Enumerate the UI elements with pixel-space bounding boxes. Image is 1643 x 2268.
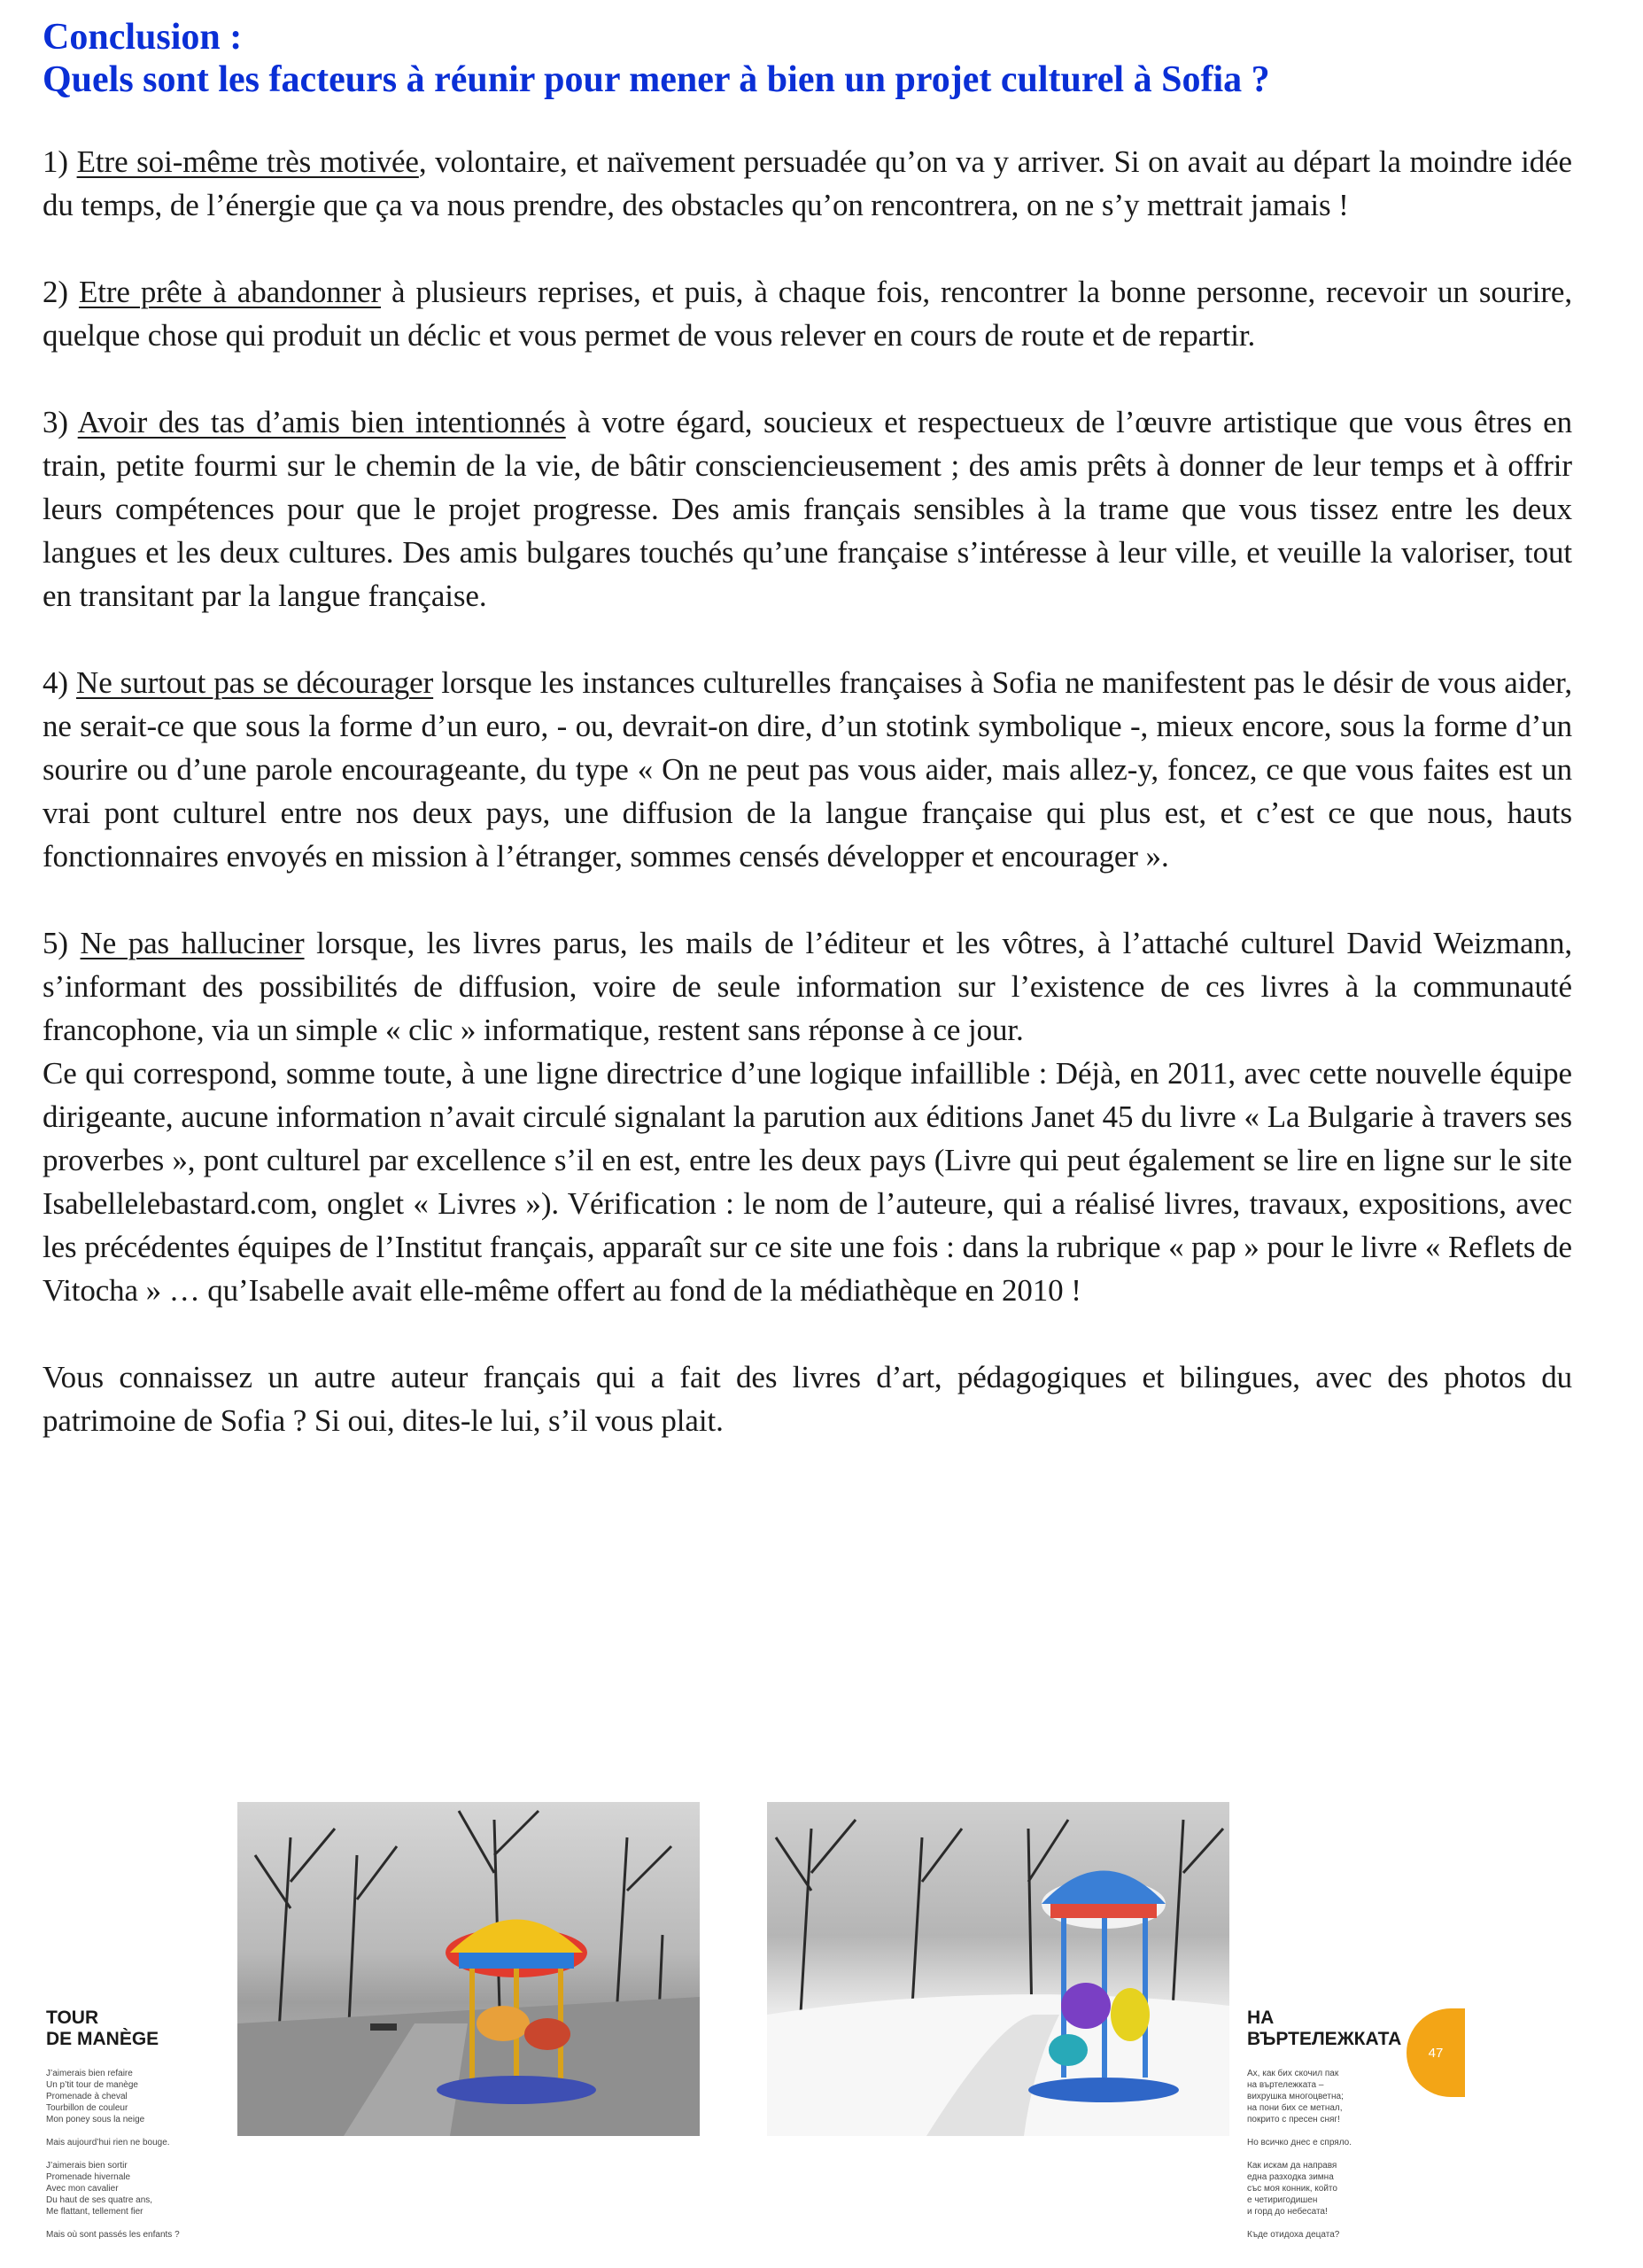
poem-line: със моя конник, който — [1247, 2184, 1337, 2194]
poem-line: Un p’tit tour de manège — [46, 2080, 138, 2090]
poem-line: е четиригодишен — [1247, 2195, 1318, 2205]
carousel-illustration — [237, 1802, 700, 2136]
heading-line-1: Conclusion : — [43, 17, 243, 58]
heading-line-2: Quels sont les facteurs à réunir pour mener à bien un projet culturel à Sofia ? — [43, 59, 1270, 100]
book-spread — [0, 1802, 1643, 2268]
poem-line: Me flattant, tellement fier — [46, 2207, 143, 2217]
item-number: 1) — [43, 144, 77, 179]
poem-line: J’aimerais bien sortir — [46, 2161, 128, 2171]
poem-line: на пони бих се метнал, — [1247, 2103, 1343, 2113]
poem-line: Mais aujourd’hui rien ne bouge. — [46, 2138, 170, 2148]
snow-carousel-illustration — [767, 1802, 1229, 2136]
underlined-phrase: Etre prête à abandonner — [78, 275, 382, 309]
item-number: 2) — [43, 275, 79, 309]
poem-line: J’aimerais bien refaire — [46, 2069, 133, 2078]
poem-line: Но всичко днес е спряло. — [1247, 2138, 1352, 2148]
paragraph-7: Vous connaissez un autre auteur français qui a fait des livres d’art, pédagogiques et bilingues, avec des photos du patrimoine de Sofia ? Si oui, dites-le lui, s’il vous plait. — [43, 1360, 1572, 1438]
poem-line — [1247, 2125, 1352, 2137]
right-title-line-2: ВЪРТЕЛЕЖКАТА — [1247, 2029, 1402, 2049]
poem-line — [46, 2148, 180, 2160]
paragraph-1 — [43, 140, 1572, 227]
poem-line: Du haut de ses quatre ans, — [46, 2195, 153, 2205]
left-title-line-2: DE MANÈGE — [46, 2029, 159, 2049]
underlined-phrase: Etre soi-même très motivée — [76, 144, 419, 179]
carousel-photo-left — [237, 1802, 700, 2136]
paragraph-text: à plusieurs reprises, et puis, à chaque fois, rencontrer la bonne personne, recevoir un sourire, quelque chose qui produit un déclic et vous permet de vous relever en cours de route et de repartir. — [43, 275, 1572, 353]
document-page — [43, 16, 1572, 1442]
paragraph-text: lorsque les instances culturelles françaises à Sofia ne manifestent pas le désir de vous aider, ne serait-ce que sous la forme d’un euro, - ou, devrait-on dire, d’un stotink symbolique -, mieux encore, sous la forme d’un sourire ou d’une parole encourageante, du type « On ne peut pas vous aider, mais allez-y, foncez, ce que vous faites est un vrai pont culturel entre nos deux pays, une diffusion de la langue française qui plus est, et c’est ce que nous, hauts fonctionnaires envoyés en mission à l’étranger, sommes censés développer et encourager ». — [43, 665, 1572, 874]
carousel-photo-right — [767, 1802, 1229, 2136]
poem-line — [1247, 2218, 1352, 2229]
paragraph-text: à votre égard, soucieux et respectueux de l’œuvre artistique que vous êtres en train, petite fourmi sur le chemin de la vie, de bâtir consciencieusement ; des amis prêts à donner de leur temps et à offrir leurs compétences pour que le projet progresse. Des amis français sensibles à la trame que vous tissez entre les deux langues et les deux cultures. Des amis bulgares touchés qu’une française s’intéresse à leur ville, et veuille la valoriser, tout en transitant par la langue française. — [43, 405, 1573, 613]
poem-line: покрито с пресен сняг! — [1247, 2115, 1340, 2124]
right-page-title — [1247, 2008, 1401, 2050]
paragraph-2 — [43, 270, 1572, 357]
left-title-line-1: TOUR — [46, 2008, 99, 2028]
poem-line: Promenade hivernale — [46, 2172, 131, 2182]
poem-line: Mon poney sous la neige — [46, 2115, 145, 2124]
item-number: 3) — [43, 405, 78, 439]
poem-line: Къде отидоха децата? — [1247, 2230, 1340, 2240]
underlined-phrase: Ne surtout pas se décourager — [76, 665, 434, 700]
paragraph-5 — [43, 921, 1572, 1052]
page-number-badge: 47 — [1407, 2008, 1465, 2097]
paragraph-text: , volontaire, et naïvement persuadée qu’on va y arriver. Si on avait au départ la moindre idée du temps, de l’énergie que ça va nous prendre, des obstacles qu’on rencontrera, on ne s’y mettrait jamais ! — [43, 144, 1572, 222]
item-number: 5) — [43, 926, 81, 960]
poem-line: една разходка зимна — [1247, 2172, 1334, 2182]
poem-line — [46, 2125, 180, 2137]
poem-line — [46, 2218, 180, 2229]
poem-line: Tourbillon de couleur — [46, 2103, 128, 2113]
paragraph-3 — [43, 400, 1572, 617]
poem-line: Mais où sont passés les enfants ? — [46, 2230, 180, 2240]
left-poem — [46, 2068, 180, 2241]
item-number: 4) — [43, 665, 77, 700]
poem-line — [1247, 2148, 1352, 2160]
paragraph-text: lorsque, les livres parus, les mails de l’éditeur et les vôtres, à l’attaché culturel David Weizmann, s’informant des possibilités de diffusion, voire de seule information sur l’existence de ces livres à la communauté francophone, via un simple « clic » informatique, restent sans réponse à ce jour. — [43, 926, 1573, 1047]
underlined-phrase: Avoir des tas d’amis bien intentionnés — [77, 405, 566, 439]
right-poem — [1247, 2068, 1352, 2241]
poem-line: Promenade à cheval — [46, 2092, 128, 2101]
right-title-line-1: НА — [1247, 2008, 1275, 2028]
poem-line: Ах, как бих скочил пак — [1247, 2069, 1339, 2078]
conclusion-heading — [43, 16, 1572, 101]
paragraph-6: Ce qui correspond, somme toute, à une ligne directrice d’une logique infaillible : Déjà, en 2011, avec cette nouvelle équipe dirigeante, aucune information n’avait circulé signalant la parution aux éditions Janet 45 du livre « La Bulgarie à travers ses proverbes », pont culturel par excellence s’il en est, entre les deux pays (Livre qui peut également se lire en ligne sur le site Isabellelebastard.com, onglet « Livres »). Vérification : le nom de l’auteure, qui a réalisé livres, travaux, expositions, avec les précédentes équipes de l’Institut français, apparaît sur ce site une fois : dans la rubrique « pap » pour le livre « Reflets de Vitocha » … qu’Isabelle avait elle-même offert au fond de la médiathèque en 2010 ! — [43, 1056, 1572, 1308]
poem-line: Как искам да направя — [1247, 2161, 1337, 2171]
underlined-phrase: Ne pas halluciner — [80, 926, 305, 960]
poem-line: на въртележката – — [1247, 2080, 1324, 2090]
poem-line: вихрушка многоцветна; — [1247, 2092, 1344, 2101]
left-page-title — [46, 2008, 159, 2050]
poem-line: и горд до небесата! — [1247, 2207, 1328, 2217]
poem-line: Avec mon cavalier — [46, 2184, 119, 2194]
paragraph-4 — [43, 661, 1572, 878]
